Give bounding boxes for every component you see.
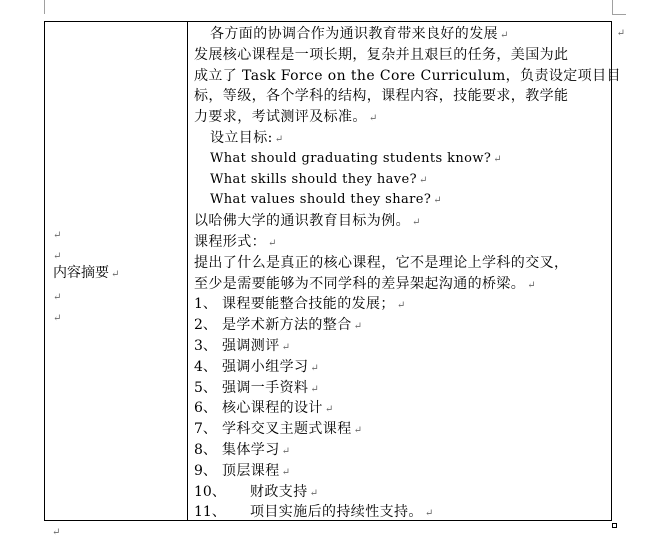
content-line-text: 发展核心课程是一项长期，复杂并且艰巨的任务，美国为此	[194, 46, 569, 63]
content-line-text: 提出了什么是真正的核心课程，它不是理论上学科的交叉，	[194, 254, 569, 271]
paragraph-mark: ↵	[433, 195, 442, 207]
numbered-item[interactable]	[194, 294, 612, 315]
content-line-text: 课程形式：	[194, 233, 266, 250]
item-number: 6、	[194, 400, 217, 417]
row-end-mark: ↵	[616, 28, 625, 39]
margin-corner-left	[44, 0, 45, 14]
paragraph-mark: ↵	[274, 133, 284, 145]
paragraph-mark: ↵	[353, 425, 362, 437]
item-number: 7、	[194, 421, 217, 438]
paragraph-mark: ↵	[281, 466, 290, 478]
item-text: 项目实施后的持续性支持。	[250, 504, 423, 521]
paragraph-mark: ↵	[368, 113, 378, 125]
numbered-item[interactable]	[194, 357, 612, 378]
content-line[interactable]	[194, 149, 612, 170]
content-line[interactable]	[194, 274, 612, 295]
item-text: 强调一手资料	[222, 379, 309, 396]
content-line[interactable]	[194, 232, 612, 253]
content-line-text: 力要求，考试测评及标准。	[194, 109, 367, 126]
column-divider	[187, 22, 188, 520]
content-line-text: 各方面的协调合作为通识教育带来良好的发展	[210, 26, 498, 42]
item-text: 学科交叉主题式课程	[222, 421, 352, 438]
content-line-text: 设立目标:	[210, 129, 273, 146]
content-line-text: What should graduating students know?	[210, 150, 492, 166]
paragraph-mark: ↵	[412, 217, 421, 229]
content-line-text: What values should they share?	[210, 192, 432, 208]
content-line[interactable]	[194, 66, 621, 87]
label-text[interactable]: 内容摘要 ↵	[53, 265, 120, 281]
numbered-item[interactable]	[194, 378, 612, 399]
content-table	[44, 21, 625, 521]
content-line[interactable]	[194, 24, 612, 45]
margin-corner-right-h	[612, 14, 626, 15]
paragraph-mark: ↵	[53, 313, 62, 324]
item-number: 8、	[194, 441, 217, 458]
table-resize-handle[interactable]	[612, 523, 617, 528]
content-line[interactable]	[194, 107, 612, 128]
paragraph-mark: ↵	[52, 527, 61, 538]
paragraph-mark: ↵	[310, 383, 319, 395]
item-number: 11、	[194, 504, 226, 521]
item-text: 强调测评	[222, 337, 280, 354]
paragraph-mark: ↵	[53, 230, 62, 241]
numbered-item[interactable]	[194, 315, 612, 336]
item-text: 强调小组学习	[222, 358, 309, 375]
content-line[interactable]	[194, 128, 612, 149]
paragraph-mark: ↵	[500, 30, 509, 41]
item-number: 2、	[194, 317, 217, 334]
paragraph-mark: ↵	[424, 508, 434, 520]
margin-corner-right	[612, 0, 613, 14]
item-text: 财政支持	[250, 483, 308, 500]
numbered-item[interactable]	[194, 336, 612, 357]
numbered-item[interactable]	[194, 398, 612, 419]
item-number: 10、	[194, 483, 226, 500]
content-cell[interactable]	[194, 24, 621, 523]
content-line[interactable]	[194, 86, 612, 107]
content-line-text: 标，等级，各个学科的结构，课程内容，技能要求，教学能	[194, 88, 569, 105]
paragraph-mark: ↵	[353, 321, 362, 333]
paragraph-mark: ↵	[53, 292, 62, 303]
paragraph-mark: ↵	[527, 279, 536, 291]
content-line-text: What skills should they have?	[210, 171, 418, 187]
paragraph-mark: ↵	[268, 237, 277, 249]
paragraph-mark: ↵	[281, 445, 290, 457]
paragraph-mark: ↵	[419, 174, 428, 186]
content-line-text: 成立了 Task Force on the Core Curriculum，负责设定项目目	[194, 67, 621, 84]
item-number: 5、	[194, 379, 217, 396]
content-line[interactable]	[194, 190, 612, 211]
paragraph-mark: ↵	[493, 153, 502, 165]
paragraph-mark: ↵	[324, 404, 334, 416]
paragraph-mark: ↵	[281, 341, 290, 353]
item-text: 是学术新方法的整合	[222, 317, 352, 334]
content-line-text: 至少是需要能够为不同学科的差异架起沟通的桥梁。	[194, 275, 526, 292]
content-line[interactable]	[194, 45, 612, 66]
numbered-item[interactable]	[194, 440, 612, 461]
content-line[interactable]	[194, 170, 612, 191]
content-line[interactable]	[194, 211, 612, 232]
content-line-text: 以哈佛大学的通识教育目标为例。	[194, 213, 410, 230]
paragraph-mark: ↵	[310, 362, 319, 374]
item-number: 4、	[194, 358, 217, 375]
item-number: 3、	[194, 337, 217, 354]
numbered-item[interactable]	[194, 482, 612, 503]
item-text: 集体学习	[222, 441, 280, 458]
item-number: 9、	[194, 462, 217, 479]
paragraph-mark: ↵	[309, 487, 318, 499]
numbered-item[interactable]	[194, 461, 612, 482]
item-text: 课程要能整合技能的发展；	[222, 296, 395, 313]
item-number: 1、	[194, 296, 217, 313]
label-cell	[45, 22, 187, 520]
paragraph-mark: ↵	[396, 300, 406, 312]
numbered-item[interactable]	[194, 419, 612, 440]
content-line[interactable]	[194, 253, 612, 274]
item-text: 核心课程的设计	[222, 400, 323, 417]
paragraph-mark: ↵	[53, 251, 62, 262]
numbered-item[interactable]	[194, 502, 612, 523]
item-text: 顶层课程	[222, 462, 280, 479]
